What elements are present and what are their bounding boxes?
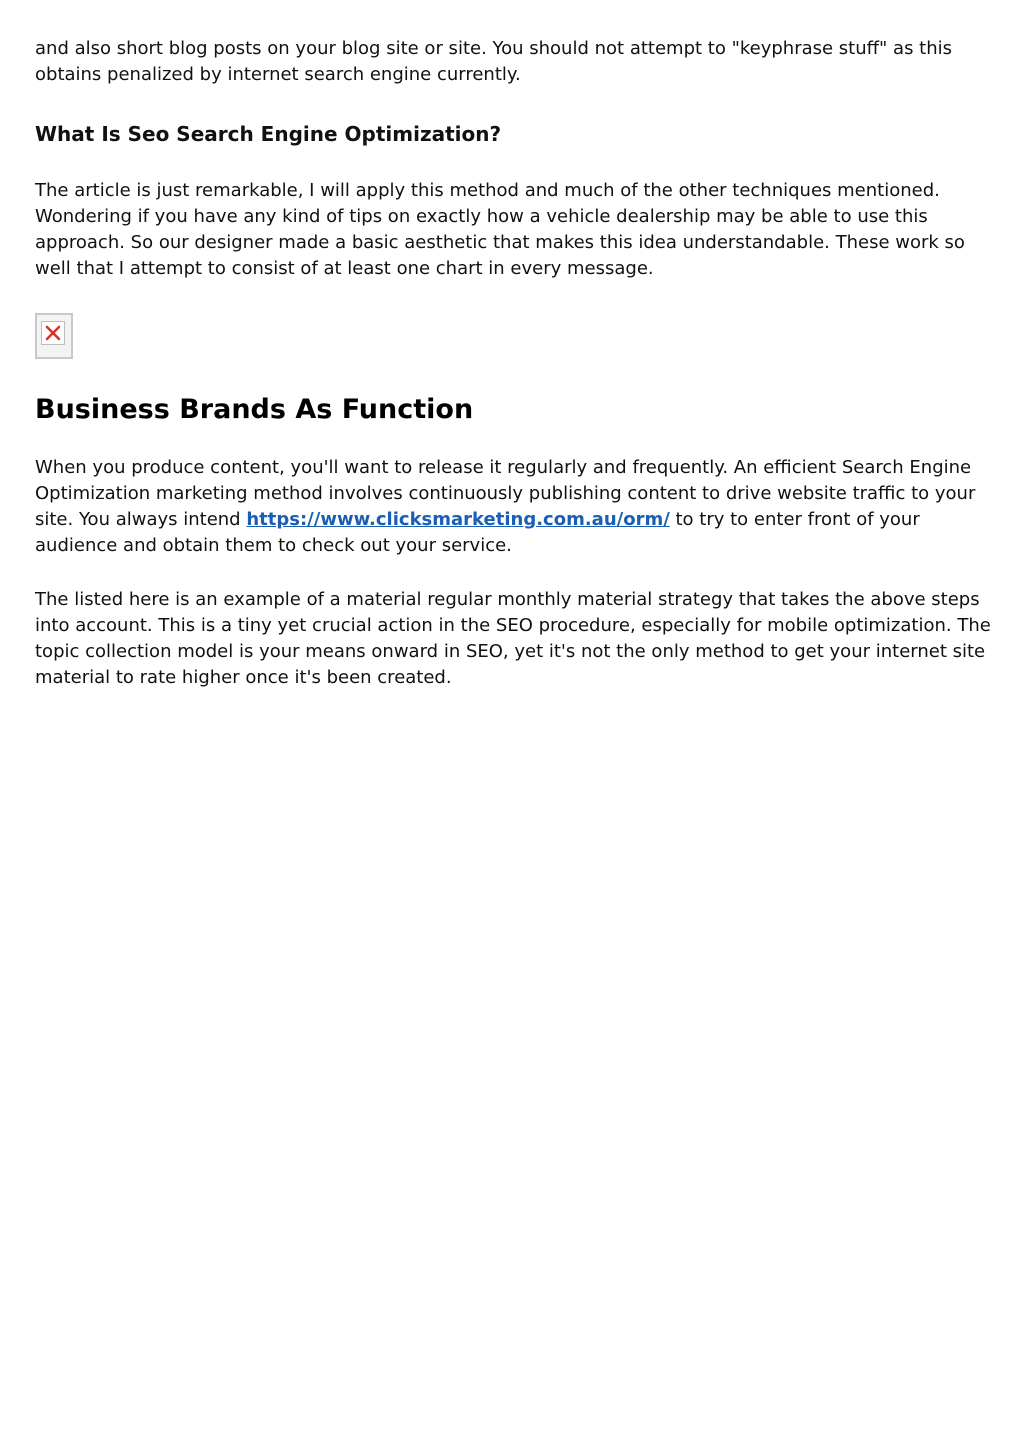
close-x-icon <box>42 322 64 344</box>
subheading: What Is Seo Search Engine Optimization? <box>35 122 502 146</box>
paragraph-three-before-link: When you produce content, you'll want to release it regularly and frequently. An efficient Search Engine Optimization marketing method involves continuously publishing content to drive website traffic to your site. You always intend <box>35 457 976 530</box>
article-body <box>35 36 995 691</box>
clicksmarketing-link[interactable]: https://www.clicksmarketing.com.au/orm/ <box>246 509 670 530</box>
paragraph-three <box>35 455 995 559</box>
intro-paragraph: and also short blog posts on your blog site or site. You should not attempt to "keyphrase stuff" as this obtains penalized by internet search engine currently. <box>35 38 953 85</box>
paragraph-two: The article is just remarkable, I will apply this method and much of the other techniques mentioned. Wondering if you have any kind of tips on exactly how a vehicle dealership may be able to use this approach. So our designer made a basic aesthetic that makes this idea understandable. These work so well that I attempt to consist of at least one chart in every message. <box>35 180 965 279</box>
broken-image-frame <box>41 321 65 345</box>
section-heading: Business Brands As Function <box>35 394 474 425</box>
paragraph-four: The listed here is an example of a material regular monthly material strategy that takes the above steps into account. This is a tiny yet crucial action in the SEO procedure, especially for mobile optimization. The topic collection model is your means onward in SEO, yet it's not the only method to get your internet site material to rate higher once it's been created. <box>35 589 991 688</box>
paragraph-three-after-link: to try to enter front of your audience and obtain them to check out your service. <box>35 509 920 556</box>
broken-image-icon <box>35 313 73 359</box>
